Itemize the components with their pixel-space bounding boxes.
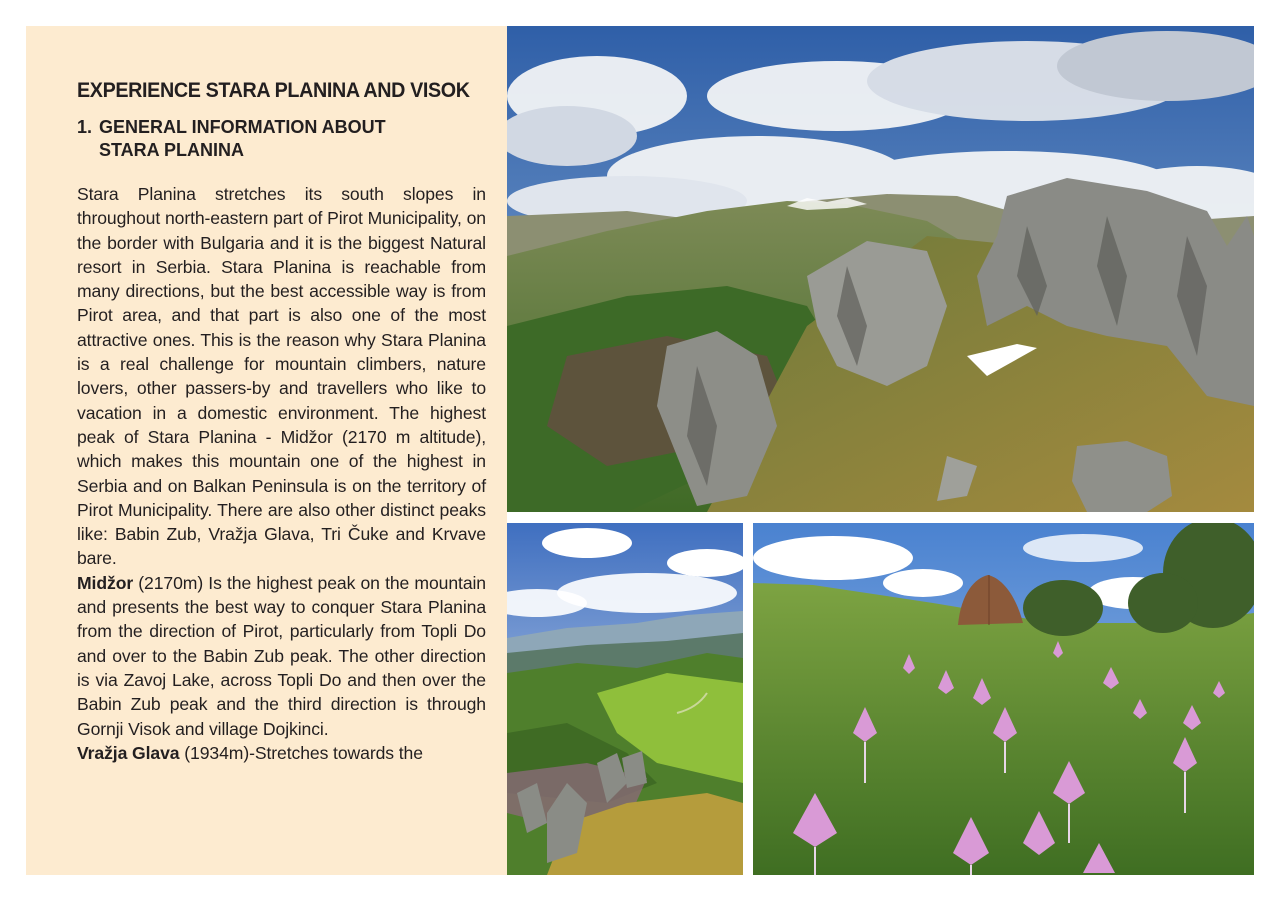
valley-view-image bbox=[507, 523, 743, 875]
valley-view-photo bbox=[507, 523, 743, 875]
page-title: EXPERIENCE STARA PLANINA AND VISOK bbox=[77, 79, 470, 102]
paragraph-midzor-heading: Midžor bbox=[77, 572, 134, 593]
paragraph-intro: Stara Planina stretches its south slopes in throughout north-eastern part of Pirot Municipality, on the border with Bulgaria and it is the biggest Natural resort in Serbia. Stara Planina is reachable from many directions, but the best accessible way is from Pirot area, and that part is also one of the most attractive ones. This is the reason why Stara Planina is a real challenge for mountain climbers, nature lovers, other passers-by and travellers who like to vacation in a domestic environment. The highest peak of Stara Planina - Midžor (2170 m altitude), which makes this mountain one of the highest in Serbia and on Balkan Peninsula is on the territory of Pirot Municipality. There are also other distinct peaks like: Babin Zub, Vražja Glava, Tri Čuke and Krvave bare. bbox=[77, 184, 486, 569]
paragraph-vrazja-glava-heading: Vražja Glava bbox=[77, 742, 180, 763]
section-number: 1. bbox=[77, 117, 93, 137]
section-title-line2: STARA PLANINA bbox=[99, 140, 244, 160]
paragraph-vrazja-glava-text: (1934m)-Stretches towards the bbox=[179, 742, 423, 763]
section-title-line1: GENERAL INFORMATION ABOUT bbox=[99, 117, 386, 137]
crocus-meadow-photo bbox=[753, 523, 1254, 875]
paragraph-midzor bbox=[77, 571, 486, 741]
text-column bbox=[77, 78, 486, 765]
crocus-meadow-image bbox=[753, 523, 1254, 875]
mountain-rocks-image bbox=[507, 26, 1254, 512]
section-heading bbox=[77, 116, 486, 162]
mountain-rocks-photo bbox=[507, 26, 1254, 512]
section-title-text bbox=[99, 116, 386, 162]
paragraph-midzor-text: (2170m) Is the highest peak on the mountain and presents the best way to conquer Stara Planina from the direction of Pirot, particularly from Topli Do and over to the Babin Zub peak. The other direction is via Zavoj Lake, across Topli Do and then over the Babin Zub peak and the third direction is through Gornji Visok and village Dojkinci. bbox=[77, 572, 486, 739]
paragraph-vrazja-glava bbox=[77, 741, 486, 765]
